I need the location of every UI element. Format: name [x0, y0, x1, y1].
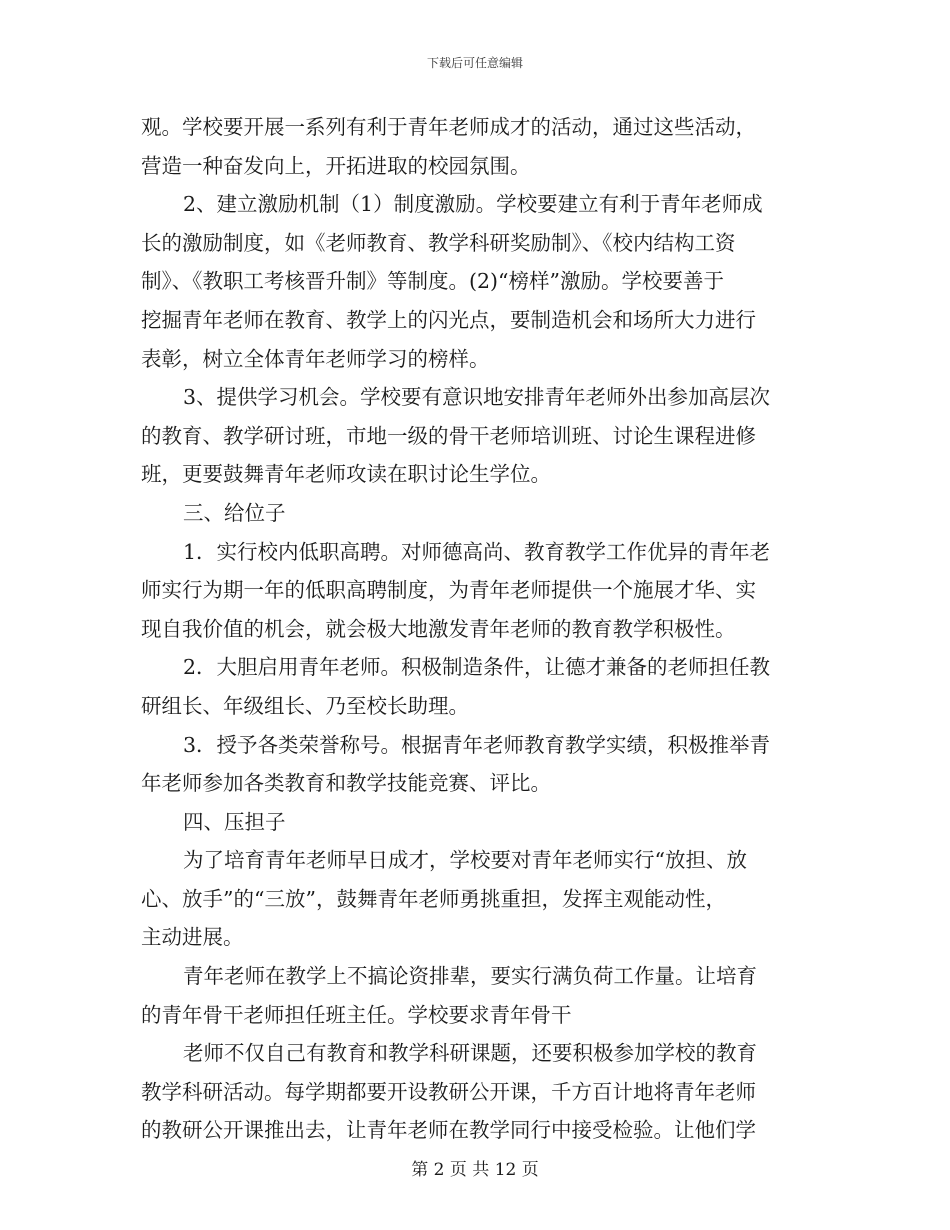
text-line: 为了培育青年老师早日成才，学校要对青年老师实行“放担、放 [183, 848, 747, 873]
text-line: 营造一种奋发向上，开拓进取的校园氛围。 [141, 153, 531, 178]
section-heading: 四、压担子 [183, 809, 286, 834]
text-line: 2．大胆启用青年老师。积极制造条件，让德才兼备的老师担任教 [183, 655, 771, 680]
text-line: 教学科研活动。每学期都要开设教研公开课，千方百计地将青年老师 [141, 1079, 756, 1104]
text-line: 师实行为期一年的低职高聘制度，为青年老师提供一个施展才华、实 [141, 578, 756, 603]
text-line: 班，更要鼓舞青年老师攻读在职讨论生学位。 [141, 462, 551, 487]
page-number: 第 2 页 共 12 页 [411, 1160, 539, 1180]
text-line: 年老师参加各类教育和教学技能竞赛、评比。 [141, 771, 551, 796]
text-line: 3．授予各类荣誉称号。根据青年老师教育教学实绩，积极推举青 [183, 732, 771, 757]
text-line: 挖掘青年老师在教育、教学上的闪光点，要制造机会和场所大力进行 [141, 307, 756, 332]
section-heading: 三、给位子 [183, 500, 286, 525]
text-line: 2、建立激励机制（1）制度激励。学校要建立有利于青年老师成 [183, 192, 763, 217]
text-line: 的教育、教学研讨班，市地一级的骨干老师培训班、讨论生课程进修 [141, 423, 756, 448]
text-line: 观。学校要开展一系列有利于青年老师成才的活动，通过这些活动， [141, 115, 756, 139]
text-line: 制》、《教职工考核晋升制》等制度。(2)“榜样”激励。学校要善于 [141, 269, 724, 294]
page-header-note: 下载后可任意编辑 [426, 56, 523, 70]
text-line: 的青年骨干老师担任班主任。学校要求青年骨干 [141, 1002, 572, 1027]
document-body [141, 108, 811, 1150]
text-line: 青年老师在教学上不搞论资排辈，要实行满负荷工作量。让培育 [183, 964, 757, 989]
text-line: 主动进展。 [141, 925, 244, 950]
text-line: 的教研公开课推出去，让青年老师在教学同行中接受检验。让他们学 [141, 1118, 756, 1143]
text-line: 现自我价值的机会，就会极大地激发青年老师的教育教学积极性。 [141, 616, 736, 641]
text-line: 长的激励制度，如《老师教育、教学科研奖励制》、《校内结构工资 [141, 230, 736, 255]
text-line: 表彰，树立全体青年老师学习的榜样。 [141, 346, 490, 371]
text-line: 1．实行校内低职高聘。对师德高尚、教育教学工作优异的青年老 [183, 539, 771, 564]
text-line: 心、放手”的“三放”，鼓舞青年老师勇挑重担，发挥主观能动性， [141, 886, 726, 911]
text-line: 3、提供学习机会。学校要有意识地安排青年老师外出参加高层次 [183, 385, 771, 410]
text-line: 研组长、年级组长、乃至校长助理。 [141, 693, 469, 718]
text-line: 老师不仅自己有教育和教学科研课题，还要积极参加学校的教育 [183, 1041, 757, 1066]
